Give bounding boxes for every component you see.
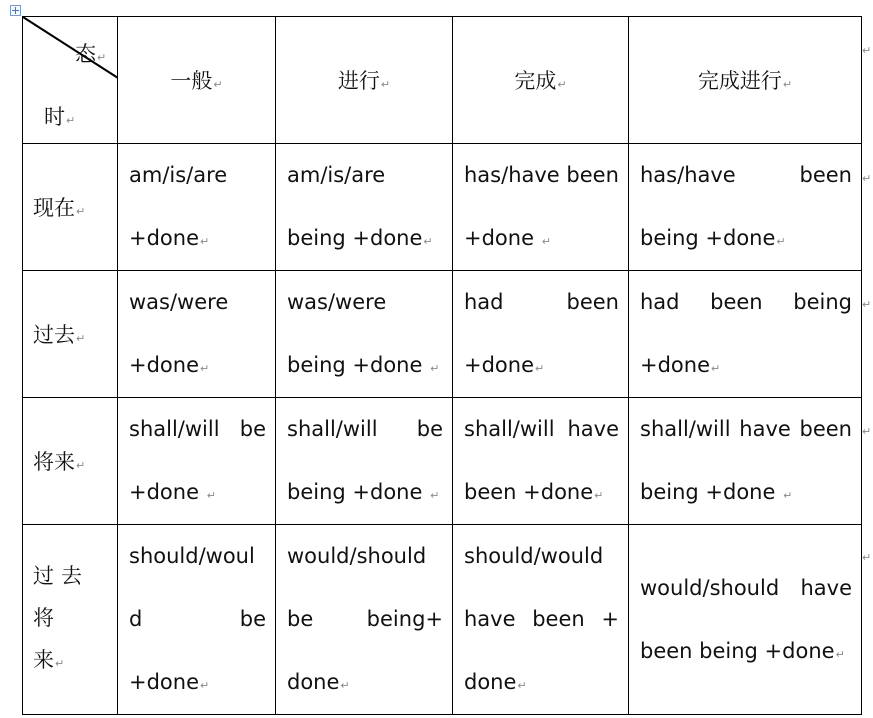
table-cell: am/is/are +done↵ xyxy=(118,144,276,271)
row-label-future: 将来↵ xyxy=(23,398,118,525)
word: shall/will xyxy=(640,417,731,441)
word: shall/will xyxy=(464,417,555,441)
tense-voice-table xyxy=(22,16,862,715)
row-label-past-future: 过去将 来↵ xyxy=(23,525,118,715)
word: be xyxy=(416,417,443,441)
table-cell: shall/will be +done ↵ xyxy=(118,398,276,525)
word: be xyxy=(239,607,266,631)
word: would/should xyxy=(640,575,780,600)
table-move-handle-icon[interactable] xyxy=(10,5,21,16)
table-cell: should/woul d be +done↵ xyxy=(118,525,276,715)
word: had xyxy=(464,290,504,314)
word: been xyxy=(799,417,852,441)
word: shall/will xyxy=(287,417,378,441)
word: have xyxy=(464,607,516,631)
word: have xyxy=(739,417,791,441)
word: being xyxy=(793,290,852,314)
word: be xyxy=(287,607,314,631)
word: + xyxy=(601,607,619,631)
column-header-perfect: 完成↵ xyxy=(453,17,629,144)
row-label-present: 现在↵ xyxy=(23,144,118,271)
word: d xyxy=(129,607,143,631)
word: be xyxy=(239,417,266,441)
table-cell: should/would have been + done↵ xyxy=(453,525,629,715)
table-cell: was/were being +done ↵ xyxy=(276,271,453,398)
voice-label: 态↵ xyxy=(75,42,107,66)
table-cell: shall/will be being +done ↵ xyxy=(276,398,453,525)
table-row-present xyxy=(23,144,862,271)
table-row-past-future xyxy=(23,525,862,715)
word: have xyxy=(567,417,619,441)
column-header-perfect-progressive: 完成进行↵ xyxy=(629,17,862,144)
column-header-general: 一般↵ xyxy=(118,17,276,144)
word: been xyxy=(710,290,763,314)
table-cell: shall/will have been being +done ↵ xyxy=(629,398,862,525)
table-cell: shall/will have been +done↵ xyxy=(453,398,629,525)
table-cell: had been being +done↵ xyxy=(629,271,862,398)
word: been xyxy=(799,163,852,187)
row-end-mark: ↵ xyxy=(862,551,872,564)
tense-label: 时↵ xyxy=(44,105,76,129)
word: have xyxy=(800,575,852,600)
word: had xyxy=(640,290,680,314)
table-cell: would/should be being+ done↵ xyxy=(276,525,453,715)
word: been xyxy=(532,607,585,631)
table-cell: was/were +done↵ xyxy=(118,271,276,398)
row-end-mark: ↵ xyxy=(862,44,872,57)
table-cell: has/have been +done ↵ xyxy=(453,144,629,271)
table-row-future xyxy=(23,398,862,525)
diagonal-header-cell xyxy=(23,17,118,144)
column-header-progressive: 进行↵ xyxy=(276,17,453,144)
word: being+ xyxy=(366,607,443,631)
table-row-past xyxy=(23,271,862,398)
table-cell: had been +done↵ xyxy=(453,271,629,398)
row-end-mark: ↵ xyxy=(862,172,872,185)
table-cell: has/have been being +done↵ xyxy=(629,144,862,271)
row-end-mark: ↵ xyxy=(862,298,872,311)
header-row xyxy=(23,17,862,144)
row-label-past: 过去↵ xyxy=(23,271,118,398)
table-cell: am/is/are being +done↵ xyxy=(276,144,453,271)
word: shall/will xyxy=(129,417,220,441)
word: been xyxy=(566,290,619,314)
word: has/have xyxy=(640,163,736,187)
table-cell: would/should have been being +done↵ xyxy=(629,525,862,715)
row-end-mark: ↵ xyxy=(862,425,872,438)
